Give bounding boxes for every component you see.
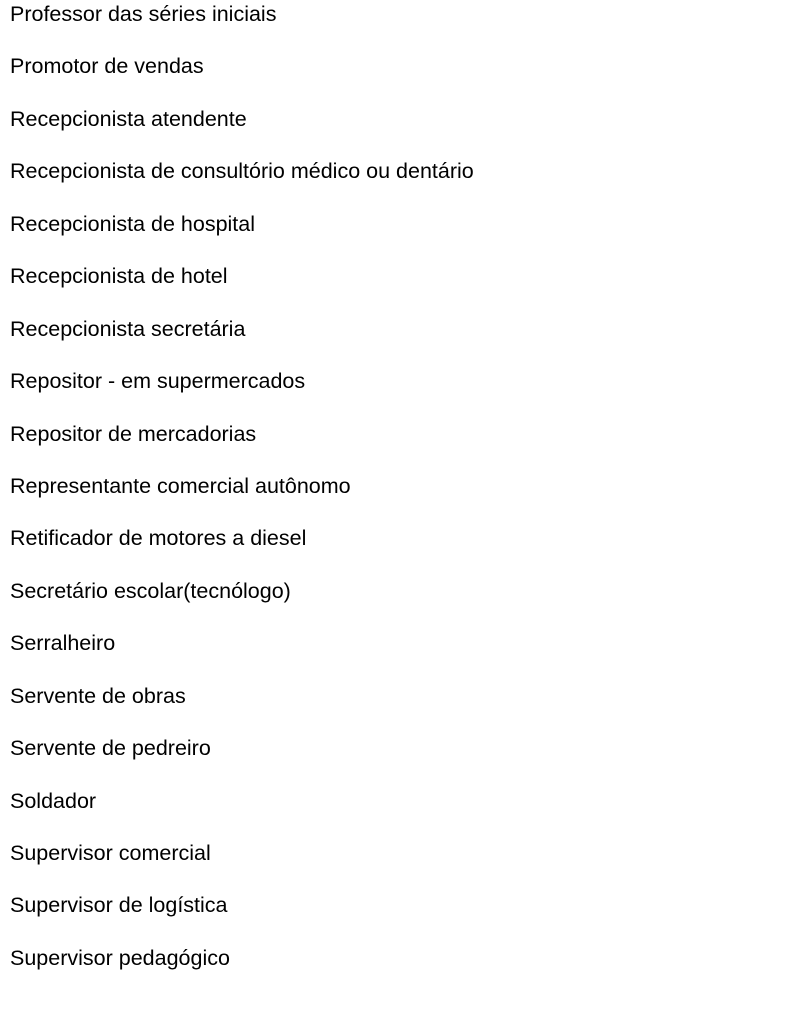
job-title-line: Repositor - em supermercados: [10, 369, 306, 394]
job-title-line: Supervisor comercial: [10, 841, 211, 865]
job-title-line: Servente de pedreiro: [10, 736, 211, 761]
job-title-line: Professor das séries iniciais: [10, 2, 277, 26]
job-title-line: Repositor de mercadorias: [10, 421, 257, 446]
job-title-line: Recepcionista de consultório médico ou dentário: [10, 159, 474, 184]
job-title-line: Supervisor pedagógico: [10, 945, 230, 970]
job-title-line: Promotor de vendas: [10, 54, 204, 79]
job-title-line: Recepcionista atendente: [10, 106, 247, 131]
job-title-line: Servente de obras: [10, 683, 186, 708]
job-title-list: [10, 2, 474, 998]
job-title-line: Representante comercial autônomo: [10, 473, 351, 498]
job-title-line: Recepcionista de hotel: [10, 264, 228, 289]
job-title-line: Recepcionista secretária: [10, 316, 246, 341]
job-title-line: Retificador de motores a diesel: [10, 526, 307, 551]
job-title-line: Recepcionista de hospital: [10, 211, 256, 236]
job-title-line: Supervisor de logística: [10, 893, 228, 918]
job-title-line: Secretário escolar(tecnólogo): [10, 578, 291, 603]
job-title-line: Serralheiro: [10, 631, 116, 656]
job-title-line: Soldador: [10, 788, 97, 813]
